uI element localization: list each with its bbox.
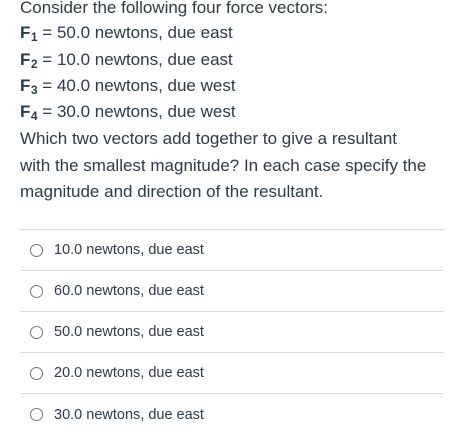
answer-option[interactable] xyxy=(20,271,444,312)
radio-button-icon[interactable] xyxy=(30,326,43,339)
radio-button-icon[interactable] xyxy=(30,408,43,421)
radio-button-icon[interactable] xyxy=(30,367,43,380)
force-description: = 10.0 newtons, due east xyxy=(37,50,233,69)
answer-option[interactable] xyxy=(20,353,444,394)
question-prompt-line: magnitude and direction of the resultant. xyxy=(20,182,324,201)
radio-button-icon[interactable] xyxy=(30,285,43,298)
force-description: = 50.0 newtons, due east xyxy=(37,23,233,42)
answer-label[interactable]: 50.0 newtons, due east xyxy=(54,324,204,340)
force-f4 xyxy=(20,101,236,124)
answer-option[interactable] xyxy=(20,230,444,271)
force-symbol: F xyxy=(20,102,31,121)
answer-label[interactable]: 10.0 newtons, due east xyxy=(54,242,204,258)
force-subscript: 1 xyxy=(30,30,38,44)
force-subscript: 3 xyxy=(30,83,38,97)
answer-label[interactable]: 60.0 newtons, due east xyxy=(54,283,204,299)
force-f3 xyxy=(20,75,236,98)
answer-label[interactable]: 30.0 newtons, due east xyxy=(54,406,204,423)
force-symbol: F xyxy=(20,23,31,42)
force-subscript: 4 xyxy=(30,109,38,123)
force-f2 xyxy=(20,49,233,72)
radio-button-icon[interactable] xyxy=(30,244,43,257)
force-symbol: F xyxy=(20,50,31,69)
question-prompt-line: Which two vectors add together to give a resultant xyxy=(20,129,398,148)
question-intro: Consider the following four force vectors: xyxy=(20,0,329,17)
force-symbol: F xyxy=(20,76,31,95)
force-subscript: 2 xyxy=(30,57,38,71)
answer-option[interactable] xyxy=(20,312,444,353)
force-description: = 40.0 newtons, due west xyxy=(37,76,236,95)
force-f1 xyxy=(20,22,233,45)
answer-options xyxy=(20,229,444,435)
answer-option[interactable] xyxy=(20,394,444,435)
answer-label[interactable]: 20.0 newtons, due east xyxy=(54,365,204,381)
force-description: = 30.0 newtons, due west xyxy=(37,102,236,121)
question-prompt-line: with the smallest magnitude? In each case specify the xyxy=(20,156,427,175)
